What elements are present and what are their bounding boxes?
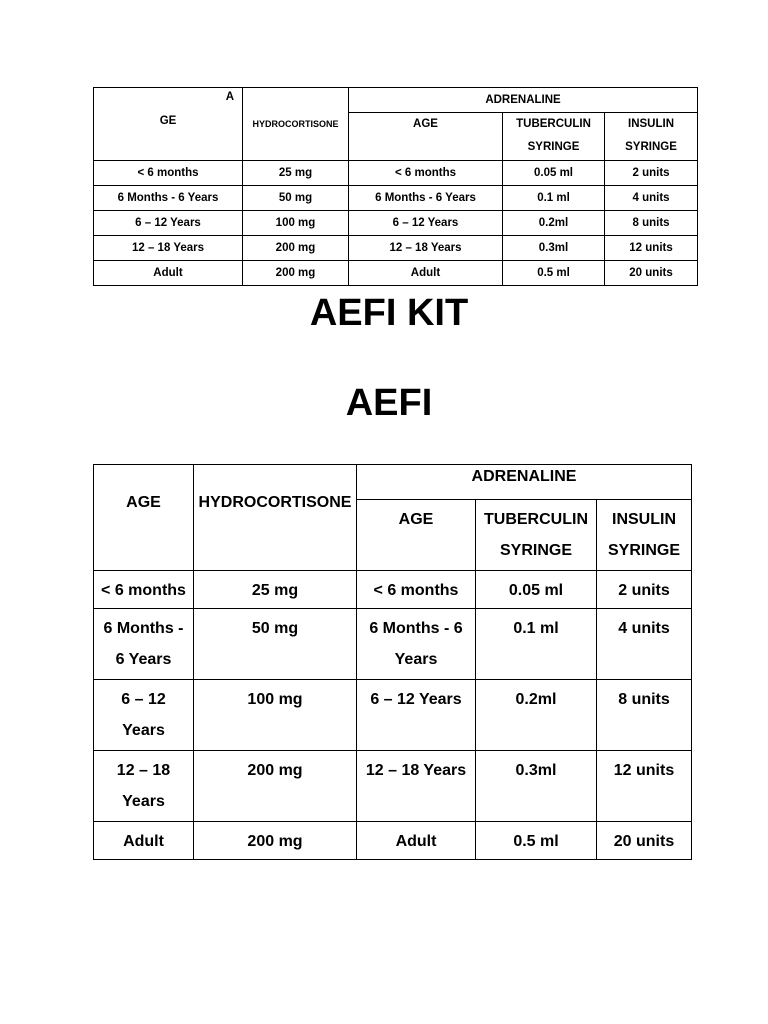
age-cell <box>357 751 476 822</box>
table-row <box>94 211 698 236</box>
tuberculin-syringe-header <box>503 113 605 161</box>
age-line: 6 Months - <box>103 620 184 637</box>
tuberculin-cell: 0.05 ml <box>503 161 605 186</box>
table-row <box>94 609 692 680</box>
age-line: Years <box>122 722 165 739</box>
age-cell <box>357 680 476 751</box>
insulin-cell: 8 units <box>605 211 698 236</box>
tuberculin-cell: 0.2ml <box>503 211 605 236</box>
age-cell: Adult <box>349 261 503 286</box>
dosage-table-large <box>93 464 692 860</box>
age-line: < 6 months <box>101 582 186 599</box>
tuberculin-cell: 0.1 ml <box>503 186 605 211</box>
tuberculin-label: TUBERCULIN <box>484 511 588 528</box>
table-row <box>94 680 692 751</box>
age-header-ge: GE <box>159 115 177 127</box>
age-line: 12 – 18 Years <box>365 762 467 779</box>
table-row <box>94 571 692 609</box>
table-row <box>94 822 692 860</box>
tuberculin-label: TUBERCULIN <box>516 118 591 130</box>
hydrocortisone-cell: 50 mg <box>194 609 357 680</box>
age-line: 6 Months - 6 <box>369 620 463 637</box>
tuberculin-syringe-header <box>476 500 597 571</box>
hydrocortisone-cell: 100 mg <box>243 211 349 236</box>
insulin-cell: 12 units <box>597 751 692 822</box>
insulin-cell: 2 units <box>605 161 698 186</box>
insulin-cell: 8 units <box>597 680 692 751</box>
insulin-syringe-header <box>605 113 698 161</box>
age-line: < 6 months <box>373 582 459 599</box>
page-title-kit: AEFI KIT <box>309 292 469 334</box>
insulin-label: INSULIN <box>628 118 675 130</box>
age-cell <box>357 822 476 860</box>
insulin-cell: 20 units <box>605 261 698 286</box>
syringe-label: SYRINGE <box>499 542 572 559</box>
tuberculin-cell: 0.5 ml <box>503 261 605 286</box>
age-cell: < 6 months <box>349 161 503 186</box>
hydrocortisone-cell: 200 mg <box>194 822 357 860</box>
tuberculin-cell: 0.2ml <box>476 680 597 751</box>
age-header-a: A <box>225 91 234 103</box>
age-cell: 6 – 12 Years <box>349 211 503 236</box>
age-line: 12 – 18 <box>116 762 171 779</box>
table-row <box>94 261 698 286</box>
age-line: Adult <box>123 833 164 850</box>
age-cell <box>94 609 194 680</box>
age-line: Years <box>394 651 438 668</box>
age-cell <box>357 571 476 609</box>
age-cell: 12 – 18 Years <box>349 236 503 261</box>
table-row <box>94 236 698 261</box>
age-cell <box>94 571 194 609</box>
hydrocortisone-cell: 100 mg <box>194 680 357 751</box>
insulin-cell: 4 units <box>605 186 698 211</box>
hydrocortisone-cell: 200 mg <box>194 751 357 822</box>
tuberculin-cell: 0.05 ml <box>476 571 597 609</box>
syringe-label: SYRINGE <box>527 141 580 153</box>
age-cell: 6 Months - 6 Years <box>349 186 503 211</box>
age-cell <box>94 751 194 822</box>
hydrocortisone-cell: 200 mg <box>243 261 349 286</box>
age-cell <box>94 822 194 860</box>
hydrocortisone-cell: 25 mg <box>243 161 349 186</box>
page-title-aefi: AEFI <box>345 382 433 424</box>
insulin-cell: 20 units <box>597 822 692 860</box>
hydrocortisone-header: HYDROCORTISONE <box>243 88 349 161</box>
hydrocortisone-cell: 50 mg <box>243 186 349 211</box>
hydrocortisone-cell: 200 mg <box>243 236 349 261</box>
age-subheader: AGE <box>349 113 503 161</box>
table-row <box>94 751 692 822</box>
age-line: 6 – 12 <box>121 691 166 708</box>
syringe-label: SYRINGE <box>625 141 677 153</box>
age-cell: 6 – 12 Years <box>94 211 243 236</box>
tuberculin-cell: 0.5 ml <box>476 822 597 860</box>
age-cell: 12 – 18 Years <box>94 236 243 261</box>
age-header: AGE <box>94 465 194 571</box>
insulin-label: INSULIN <box>612 511 676 528</box>
syringe-label: SYRINGE <box>607 542 680 559</box>
insulin-cell: 4 units <box>597 609 692 680</box>
tuberculin-cell: 0.1 ml <box>476 609 597 680</box>
age-cell <box>94 680 194 751</box>
tuberculin-cell: 0.3ml <box>476 751 597 822</box>
age-subheader: AGE <box>357 500 476 571</box>
age-cell <box>357 609 476 680</box>
insulin-cell: 12 units <box>605 236 698 261</box>
age-cell: < 6 months <box>94 161 243 186</box>
hydrocortisone-cell: 25 mg <box>194 571 357 609</box>
insulin-cell: 2 units <box>597 571 692 609</box>
table-row <box>94 186 698 211</box>
age-line: Adult <box>395 833 437 850</box>
hydrocortisone-header: HYDROCORTISONE <box>194 465 357 571</box>
age-line: 6 Years <box>115 651 172 668</box>
adrenaline-header: ADRENALINE <box>349 88 698 113</box>
insulin-syringe-header <box>597 500 692 571</box>
tuberculin-cell: 0.3ml <box>503 236 605 261</box>
age-line: 6 – 12 Years <box>370 691 462 708</box>
adrenaline-header: ADRENALINE <box>357 465 692 500</box>
table-row <box>94 161 698 186</box>
age-cell: Adult <box>94 261 243 286</box>
age-line: Years <box>122 793 165 810</box>
age-header <box>94 88 243 161</box>
age-cell: 6 Months - 6 Years <box>94 186 243 211</box>
dosage-table-small <box>93 87 698 286</box>
